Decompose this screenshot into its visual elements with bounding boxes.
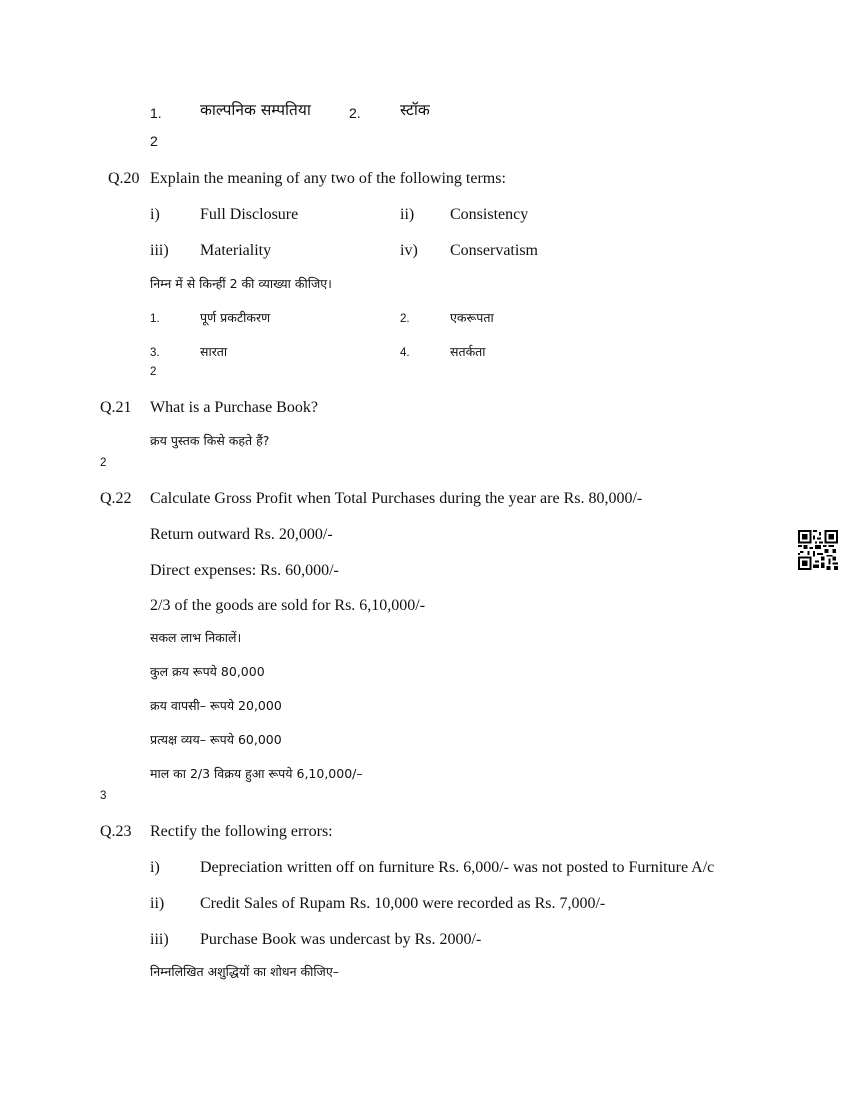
q22-hindi-line-5: माल का 2/3 विक्रय हुआ रूपये 6,10,000/– bbox=[150, 766, 363, 781]
top-marks: 2 bbox=[150, 133, 158, 149]
top-item-2-text: स्टॉक bbox=[400, 101, 430, 119]
q21-marks: 2 bbox=[100, 457, 107, 469]
question-number-20: Q.20 bbox=[108, 170, 140, 187]
q20-hindi-option-3-text: सारता bbox=[200, 344, 228, 359]
question-22-line-4: 2/3 of the goods are sold for Rs. 6,10,000/- bbox=[150, 597, 426, 614]
qr-code-icon bbox=[798, 530, 838, 570]
q20-option-3-number: iii) bbox=[150, 242, 169, 259]
q20-option-1-number: i) bbox=[150, 206, 160, 223]
q23-item-1-text: Depreciation written off on furniture Rs. 6,000/- was not posted to Furniture A/c bbox=[200, 859, 715, 876]
question-23-text: Rectify the following errors: bbox=[150, 823, 333, 840]
q20-option-1-text: Full Disclosure bbox=[200, 206, 299, 223]
q23-item-1-number: i) bbox=[150, 859, 160, 876]
question-21-text: What is a Purchase Book? bbox=[150, 399, 318, 416]
q23-item-2-text: Credit Sales of Rupam Rs. 10,000 were recorded as Rs. 7,000/- bbox=[200, 895, 606, 912]
q20-option-4-text: Conservatism bbox=[450, 242, 538, 259]
top-item-1-text: काल्पनिक सम्पतिया bbox=[200, 101, 311, 119]
question-22-line-2: Return outward Rs. 20,000/- bbox=[150, 526, 333, 543]
q22-hindi-line-3: क्रय वापसी– रूपये 20,000 bbox=[150, 698, 282, 713]
question-22-line-3: Direct expenses: Rs. 60,000/- bbox=[150, 562, 339, 579]
q23-item-3-number: iii) bbox=[150, 931, 169, 948]
q21-hindi-text: क्रय पुस्तक किसे कहते हैं? bbox=[150, 433, 270, 448]
q20-option-2-number: ii) bbox=[400, 206, 415, 223]
question-22-line-1: Calculate Gross Profit when Total Purchases during the year are Rs. 80,000/- bbox=[150, 490, 643, 507]
question-number-23: Q.23 bbox=[100, 823, 132, 840]
q22-hindi-line-4: प्रत्यक्ष व्यय– रूपये 60,000 bbox=[150, 732, 282, 747]
q20-hindi-option-1-number: 1. bbox=[150, 313, 160, 325]
q23-item-2-number: ii) bbox=[150, 895, 165, 912]
q22-hindi-line-1: सकल लाभ निकालें। bbox=[150, 630, 242, 645]
question-number-22: Q.22 bbox=[100, 490, 132, 507]
q20-hindi-option-2-number: 2. bbox=[400, 313, 410, 325]
top-item-2-number: 2. bbox=[349, 105, 361, 121]
q20-option-4-number: iv) bbox=[400, 242, 418, 259]
q22-hindi-line-2: कुल क्रय रूपये 80,000 bbox=[150, 664, 265, 679]
question-number-21: Q.21 bbox=[100, 399, 132, 416]
q20-hindi-option-4-text: सतर्कता bbox=[450, 344, 486, 359]
q23-hindi-text: निम्नलिखित अशुद्धियों का शोधन कीजिए– bbox=[150, 964, 339, 979]
q20-hindi-text: निम्न में से किन्हीं 2 की व्याख्या कीजिए। bbox=[150, 276, 332, 291]
q20-marks: 2 bbox=[150, 366, 157, 378]
q20-option-3-text: Materiality bbox=[200, 242, 272, 259]
q20-hindi-option-2-text: एकरूपता bbox=[450, 310, 494, 325]
q20-option-2-text: Consistency bbox=[450, 206, 529, 223]
q20-hindi-option-4-number: 4. bbox=[400, 347, 410, 359]
q23-item-3-text: Purchase Book was undercast by Rs. 2000/- bbox=[200, 931, 482, 948]
top-item-1-number: 1. bbox=[150, 105, 162, 121]
question-20-text: Explain the meaning of any two of the following terms: bbox=[150, 170, 506, 187]
q20-hindi-option-3-number: 3. bbox=[150, 347, 160, 359]
q22-marks: 3 bbox=[100, 790, 107, 802]
q20-hindi-option-1-text: पूर्ण प्रकटीकरण bbox=[200, 310, 271, 325]
